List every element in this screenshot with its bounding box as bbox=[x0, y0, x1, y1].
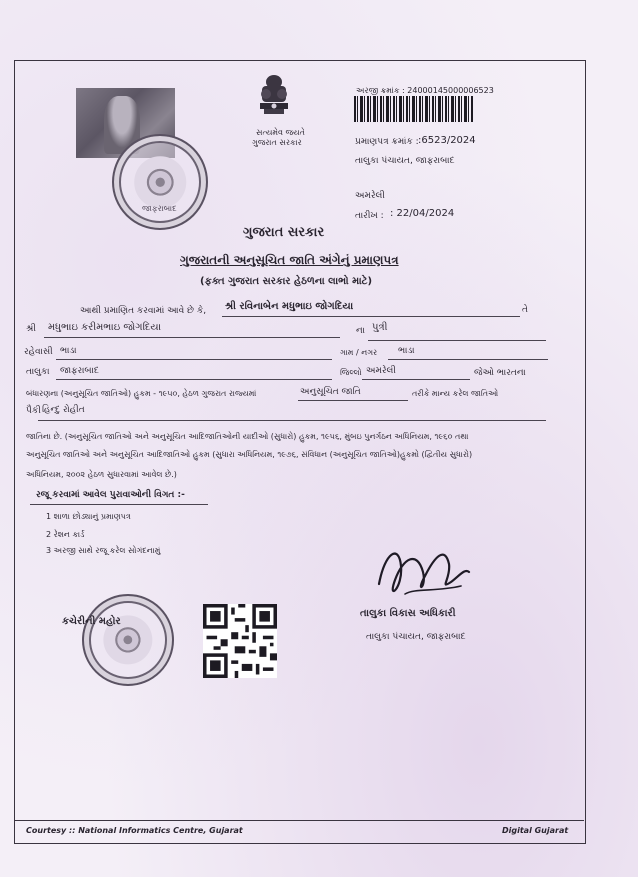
photo-seal-text: જાફરાબાદ bbox=[142, 204, 177, 213]
officer-signature bbox=[365, 532, 475, 612]
applicant-name: શ્રી રવિનાબેન મધુભાઇ જોગદિયા bbox=[225, 301, 354, 312]
qr-code bbox=[203, 604, 277, 678]
relation-label: ના bbox=[356, 326, 365, 336]
relation-value: પુત્રી bbox=[372, 322, 388, 333]
date-label: તારીખ : bbox=[355, 211, 384, 221]
district-value: અમરેલી bbox=[366, 366, 396, 376]
district-label: જિલ્લો bbox=[340, 368, 362, 377]
applicant-name-line bbox=[222, 316, 520, 317]
constitution-text: બંધારણના (અનુસૂચિત જાતિઓ) હુકમ - ૧૯૫૦, હેઠળ ગુજરાત રાજ્યમાં bbox=[26, 389, 257, 398]
father-name: મધુભાઇ કરીમભાઇ જોગદિયા bbox=[48, 322, 162, 333]
document-item-1: 1 શાળા છોડ્યાનું પ્રમાણપત્ર bbox=[46, 512, 131, 521]
village-label: ગામ / નગર bbox=[340, 348, 378, 357]
document-item-3: 3 અરજી સાથે રજૂ કરેલ સોગંદનામું bbox=[46, 546, 161, 555]
application-number: અરજી ક્રમાંક : 24000145000006523 bbox=[356, 86, 494, 95]
certificate-number: :6523/2024 bbox=[418, 135, 476, 146]
residence-line bbox=[56, 359, 332, 360]
emblem-caption-1: સત્યમેવ જયતે bbox=[256, 128, 305, 137]
taluka-line bbox=[56, 379, 332, 380]
recognized-text: તરીકે માન્ય કરેલ જાતિઓ bbox=[412, 389, 499, 398]
taluka-label: તાલુકા bbox=[26, 367, 50, 377]
certificate-number-label: પ્રમાણપત્ર ક્રમાંક : bbox=[355, 137, 419, 147]
footer-courtesy: Courtesy :: National Informatics Centre, Gujarat bbox=[26, 826, 243, 835]
country-label: જેઓ ભારતના bbox=[474, 368, 526, 378]
issuer-office: તાલુકા પંચાયત, જાફરાબાદ bbox=[355, 156, 455, 166]
father-prefix: શ્રી bbox=[26, 324, 36, 334]
village-value: ભાડા bbox=[398, 346, 415, 356]
barcode bbox=[354, 96, 474, 122]
relation-line bbox=[368, 340, 546, 341]
intro-label: આથી પ્રમાણિત કરવામાં આવે છે કે, bbox=[80, 306, 207, 316]
body-text-line-2: અનુસૂચિત જાતિઓ અને અનુસૂચિત આદિજાતિઓ હુકમ (સુધારા અધિનિયમ, ૧૯૭૬, સંવિધાન (અનુસૂચિત જાતિઓ)હુકમો (દ્વિતીય સુધારો) bbox=[26, 450, 473, 459]
taluka-value: જાફરાબાદ bbox=[60, 366, 99, 376]
issue-date: : 22/04/2024 bbox=[390, 208, 455, 219]
government-title: ગુજરાત સરકાર bbox=[243, 225, 325, 240]
documents-heading: રજૂ કરવામાં આવેલ પુરાવાઓની વિગત :- bbox=[36, 490, 185, 500]
header-district: અમરેલી bbox=[355, 191, 385, 201]
certificate-subtitle: (ફક્ત ગુજરાત સરકાર હેઠળના લાભો માટે) bbox=[200, 276, 373, 287]
body-text-line-3: અધિનિયમ, ૨૦૦૨ હેઠળ સુધારવામાં આવેલ છે.) bbox=[26, 470, 177, 479]
documents-heading-line bbox=[30, 504, 208, 505]
caste-label: પૈકી bbox=[26, 406, 41, 416]
certificate-title: ગુજરાતની અનુસૂચિત જાતિ અંગેનું પ્રમાણપત્ર bbox=[180, 253, 399, 267]
document-item-2: 2 રેશન કાર્ડ bbox=[46, 530, 85, 539]
state-emblem-icon bbox=[250, 72, 298, 130]
officer-office: તાલુકા પંચાયત, જાફરાબાદ bbox=[366, 632, 466, 642]
emblem-caption-2: ગુજરાત સરકાર bbox=[252, 138, 302, 147]
footer-brand: Digital Gujarat bbox=[502, 826, 569, 835]
officer-title: તાલુકા વિકાસ અધિકારી bbox=[360, 608, 456, 619]
residence-label: રહેવાસી bbox=[24, 347, 53, 357]
father-name-line bbox=[44, 337, 340, 338]
body-text-line-1: જાતિના છે. (અનુસૂચિત જાતિઓ અને અનુસૂચિત આદિજાતિઓની યાદીઓ (સુધારો) હુકમ, ૧૯૫૬, મુંબઇ પુનર્ગઠન અધિનિયમ, ૧૯૬૦ તથા bbox=[26, 432, 469, 441]
photo-seal bbox=[112, 134, 208, 230]
office-seal-label: કચેરીની મહોર bbox=[62, 616, 121, 627]
office-seal bbox=[82, 594, 174, 686]
caste-category-line bbox=[298, 400, 408, 401]
caste-category: અનુસૂચિત જાતિ bbox=[300, 387, 361, 397]
district-line bbox=[362, 379, 470, 380]
village-line bbox=[388, 359, 548, 360]
residence-value: ભાડા bbox=[60, 346, 77, 356]
intro-suffix: તે bbox=[522, 305, 528, 315]
caste-value: હિન્દુ રોહીત bbox=[42, 405, 85, 415]
caste-line bbox=[38, 420, 546, 421]
